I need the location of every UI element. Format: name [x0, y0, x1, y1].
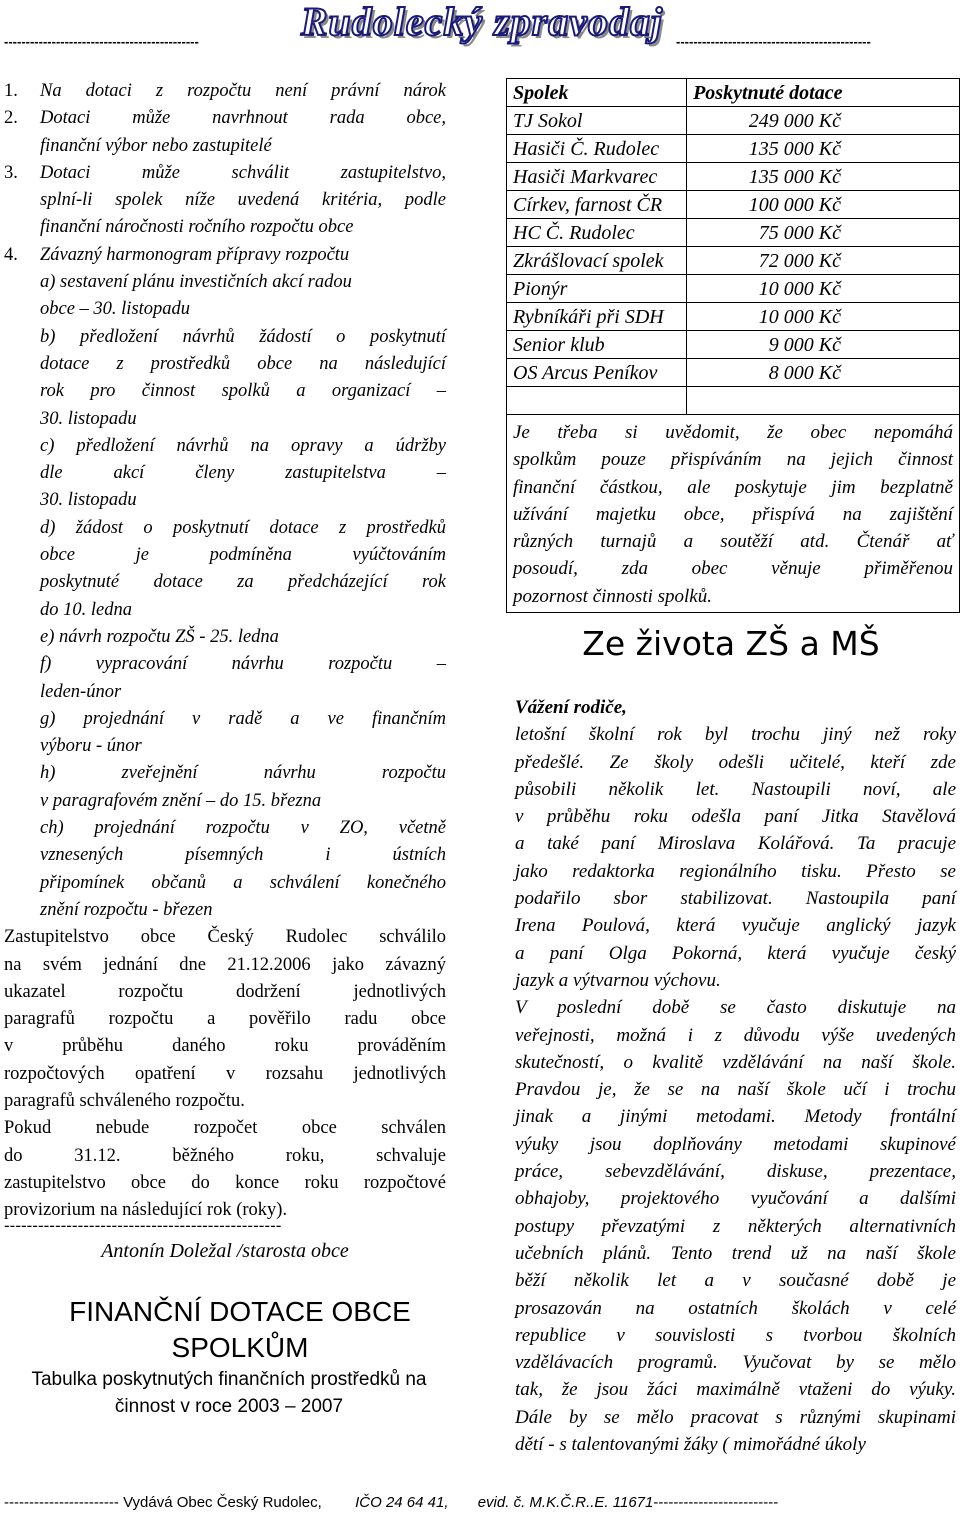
- provisional-budget-paragraph: [4, 1115, 446, 1224]
- note-line: užívání majetku obce, přispívá na zajištění: [513, 503, 953, 525]
- paragraph-line: v průběhu roku odešla paní Jitka Stavělová: [515, 806, 956, 828]
- note-line: pozornost činnosti spolků.: [513, 585, 712, 607]
- club-name-cell: Zkrášlovací spolek: [507, 247, 687, 275]
- rule-line: poskytnuté dotace za předcházející rok: [40, 572, 446, 593]
- club-name-cell: Rybníkáři při SDH: [507, 303, 687, 331]
- rule-text: Na dotaci z rozpočtu není právní nárok: [40, 81, 446, 101]
- rule-line: obce – 30. listopadu: [40, 299, 191, 320]
- paragraph-line: letošní školní rok byl trochu jiný než roky: [515, 724, 956, 746]
- rule-line: e) návrh rozpočtu ZŠ - 25. ledna: [40, 626, 279, 647]
- paragraph-line: učebních plánů. Tento trend už na naší škole: [515, 1242, 956, 1264]
- note-line: finanční částkou, ale poskytuje jim bezplatně: [513, 476, 953, 498]
- footer-registration: evid. č. M.K.Č.R..E. 11671: [477, 1494, 654, 1511]
- table-row: [507, 303, 960, 331]
- school-paragraph-2: [515, 994, 956, 1458]
- club-name-cell: Pionýr: [507, 275, 687, 303]
- grants-section-title: FINANČNÍ DOTACE OBCE SPOLKŮM: [69, 1296, 411, 1363]
- rule-line: d) žádost o poskytnutí dotace z prostředků: [40, 517, 446, 538]
- table-row: [507, 275, 960, 303]
- club-name-cell: HC Č. Rudolec: [507, 219, 687, 247]
- paragraph-line: V poslední době se často diskutuje na: [515, 997, 956, 1019]
- paragraph-line: paragrafů schváleného rozpočtu.: [4, 1090, 245, 1111]
- paragraph-line: rozpočtových opatření v rozsahu jednotlivých: [4, 1063, 446, 1084]
- rule-line: [4, 78, 446, 105]
- paragraph-line: a paní Olga Pokorná, která vyučuje český: [515, 942, 956, 964]
- paragraph-line: veřejnosti, možná i z důvodu výše uvedených: [515, 1024, 956, 1046]
- rule-number: 3.: [4, 162, 18, 183]
- grants-note-row: [507, 415, 960, 613]
- club-name-cell: Církev, farnost ČR: [507, 191, 687, 219]
- school-article: [515, 694, 956, 1458]
- paragraph-line: prosazován na ostatních školách v celé: [515, 1297, 956, 1319]
- paragraph-line: postupy převzatými z některých alternativních: [515, 1215, 956, 1237]
- left-column: [4, 78, 446, 1224]
- rule-line: splní-li spolek níže uvedená kritéria, podle: [40, 190, 446, 211]
- club-name-cell: OS Arcus Peníkov: [507, 359, 687, 387]
- school-section-title: Ze života ZŠ a MŠ: [582, 624, 880, 663]
- grant-amount-cell: 135 000 Kč: [687, 163, 960, 191]
- rule-line: h) zveřejnění návrhu rozpočtu: [40, 763, 446, 784]
- paragraph-line: Pravdou je, že se na naší škole učí i trochu: [515, 1079, 956, 1101]
- grant-amount-cell: 8 000 Kč: [687, 359, 960, 387]
- empty-cell: [507, 387, 687, 415]
- table-row: [507, 163, 960, 191]
- footer-publisher: Vydává Obec Český Rudolec,: [123, 1494, 322, 1511]
- rule-line: výboru - únor: [40, 736, 142, 757]
- rule-line: f) vypracování návrhu rozpočtu –: [40, 654, 446, 675]
- paragraph-line: působili několik let. Nastoupili noví, ale: [515, 778, 956, 800]
- rule-text: Dotaci může navrhnout rada obce,: [40, 108, 446, 129]
- signature-separator: -------------------------------------------------: [4, 1216, 282, 1235]
- note-line: spolkům pouze přispíváním na jejich činnost: [513, 449, 953, 471]
- paragraph-line: a také paní Miroslava Kolářová. Ta pracuje: [515, 833, 956, 855]
- rule-line: finanční náročnosti ročního rozpočtu obce: [40, 217, 354, 238]
- rule-line: v paragrafovém znění – do 15. března: [40, 790, 322, 811]
- club-name-cell: Hasiči Markvarec: [507, 163, 687, 191]
- paragraph-line: výuky jsou doplňovány metodami skupinové: [515, 1133, 956, 1155]
- rule-line: b) předložení návrhů žádostí o poskytnutí: [40, 326, 446, 347]
- paragraph-line: podařilo sbor stabilizovat. Nastoupila paní: [515, 888, 956, 910]
- paragraph-line: na svém jednání dne 21.12.2006 jako závazný: [4, 954, 446, 975]
- rule-line: ch) projednání rozpočtu v ZO, včetně: [40, 818, 446, 839]
- table-row: [507, 331, 960, 359]
- paragraph-line: dětí - s talentovanými žáky ( mimořádné úkoly: [515, 1434, 866, 1456]
- grants-header-row: [507, 79, 960, 107]
- paragraph-line: republice v souvislosti s tvorbou školních: [515, 1324, 956, 1346]
- paragraph-line: práce, sebevzdělávání, diskuse, prezentace,: [515, 1161, 956, 1183]
- paragraph-line: paragrafů rozpočtu a pověřilo radu obce: [4, 1009, 446, 1030]
- rule-line: finanční výbor nebo zastupitelé: [40, 135, 272, 156]
- school-greeting: Vážení rodiče,: [515, 697, 627, 718]
- rule-line: g) projednání v radě a ve finančním: [40, 708, 446, 729]
- footer-imprint: [4, 1494, 778, 1511]
- grants-note: [507, 415, 960, 613]
- school-paragraph-1: [515, 721, 956, 994]
- paragraph-line: jako redaktorka regionálního tisku. Přesto se: [515, 860, 956, 882]
- paragraph-line: do 31.12. běžného roku, schvaluje: [4, 1145, 446, 1166]
- grant-amount-cell: 10 000 Kč: [687, 303, 960, 331]
- grants-header-cell: Spolek: [507, 79, 687, 107]
- empty-row: [507, 387, 960, 415]
- rule-number: 1.: [4, 81, 18, 101]
- club-name-cell: Senior klub: [507, 331, 687, 359]
- rule-line: a) sestavení plánu investičních akcí radou: [40, 272, 352, 293]
- paragraph-line: Dále by se mělo pracovat s různými skupinami: [515, 1406, 956, 1428]
- paragraph-line: zastupitelstvo obce do konce roku rozpočtové: [4, 1172, 446, 1193]
- rule-line: [4, 105, 446, 132]
- header-dashes-right: ---------------------------------------------: [676, 34, 871, 49]
- paragraph-line: předešlé. Ze školy odešli učitelé, kteří zde: [515, 751, 956, 773]
- grants-header-cell: Poskytnuté dotace: [687, 79, 960, 107]
- table-row: [507, 107, 960, 135]
- paragraph-line: Zastupitelstvo obce Český Rudolec schválilo: [4, 927, 446, 948]
- grant-amount-cell: 72 000 Kč: [687, 247, 960, 275]
- grant-amount-cell: 100 000 Kč: [687, 191, 960, 219]
- note-line: posoudí, zda obec věnuje přiměřenou: [513, 558, 953, 580]
- paragraph-line: tak, že jsou žáci maximálně vtaženi do výuky.: [515, 1379, 956, 1401]
- table-row: [507, 191, 960, 219]
- rule-number: 2.: [4, 108, 18, 129]
- rule-line: c) předložení návrhů na opravy a údržby: [40, 435, 446, 456]
- paragraph-line: ukazatel rozpočtu dodržení jednotlivých: [4, 981, 446, 1002]
- paragraph-line: Irena Poulová, která vyučuje anglický jazyk: [515, 915, 956, 937]
- footer-dashes-left: -----------------------: [4, 1494, 119, 1511]
- footer-ico: IČO 24 64 41,: [355, 1494, 449, 1511]
- paragraph-line: Pokud nebude rozpočet obce schválen: [4, 1118, 446, 1139]
- paragraph-line: v průběhu daného roku prováděním: [4, 1036, 446, 1057]
- rule-line: dle akcí členy zastupitelstva –: [40, 463, 446, 484]
- grant-amount-cell: 135 000 Kč: [687, 135, 960, 163]
- grant-amount-cell: 249 000 Kč: [687, 107, 960, 135]
- table-row: [507, 359, 960, 387]
- table-row: [507, 135, 960, 163]
- grant-amount-cell: 9 000 Kč: [687, 331, 960, 359]
- rule-line: [4, 242, 446, 269]
- table-row: [507, 219, 960, 247]
- paragraph-line: běží několik let a v současné době je: [515, 1270, 956, 1292]
- footer-dashes-right: -------------------------: [653, 1494, 779, 1511]
- grant-amount-cell: 10 000 Kč: [687, 275, 960, 303]
- club-name-cell: TJ Sokol: [507, 107, 687, 135]
- note-line: různých turnajů a soutěží atd. Čtenář ať: [513, 531, 953, 553]
- rule-line: znění rozpočtu - březen: [40, 899, 213, 920]
- paragraph-line: jazyk a výtvarnou výchovu.: [515, 969, 721, 991]
- rule-line: leden-únor: [40, 681, 122, 702]
- rule-line: 30. listopadu: [40, 408, 137, 429]
- rule-line: dotace z prostředků obce na následující: [40, 353, 446, 374]
- paragraph-line: skutečností, o kvalitě vzdělávání na naší škole.: [515, 1051, 956, 1073]
- rule-line: rok pro činnost spolků a organizací –: [40, 381, 446, 402]
- paragraph-line: vzdělávacích programů. Vyučovat by se mělo: [515, 1352, 956, 1374]
- mayor-signature: Antonín Doležal /starosta obce: [101, 1240, 349, 1262]
- grant-amount-cell: 75 000 Kč: [687, 219, 960, 247]
- empty-cell: [687, 387, 960, 415]
- rule-line: [4, 160, 446, 187]
- rule-number: 4.: [4, 244, 18, 265]
- rule-line: do 10. ledna: [40, 599, 132, 620]
- note-line: Je třeba si uvědomit, že obec nepomáhá: [513, 422, 953, 443]
- rule-line: obce je podmíněna vyúčtováním: [40, 545, 446, 566]
- paragraph-line: provizorium na následující rok (roky).: [4, 1200, 288, 1221]
- masthead-title: Rudolecký zpravodaj: [300, 0, 664, 44]
- header-dashes-left: ---------------------------------------------: [4, 34, 199, 49]
- rule-line: vznesených písemných i ústních: [40, 845, 446, 866]
- rule-text: Dotaci může schválit zastupitelstvo,: [40, 162, 446, 183]
- council-resolution-paragraph: [4, 924, 446, 1115]
- rule-line: 30. listopadu: [40, 490, 137, 511]
- grants-table: [506, 78, 960, 613]
- table-row: [507, 247, 960, 275]
- grants-section-subtitle: Tabulka poskytnutých finančních prostředků na činnost v roce 2003 – 2007: [31, 1369, 427, 1417]
- rule-line: připomínek občanů a schválení konečného: [40, 872, 446, 893]
- rule-text: Závazný harmonogram přípravy rozpočtu: [40, 244, 350, 265]
- club-name-cell: Hasiči Č. Rudolec: [507, 135, 687, 163]
- budget-rules-list: [4, 78, 446, 924]
- paragraph-line: obhajoby, projektového vyučování a dalšími: [515, 1188, 956, 1210]
- paragraph-line: jinak a jinými metodami. Metody frontální: [515, 1106, 956, 1128]
